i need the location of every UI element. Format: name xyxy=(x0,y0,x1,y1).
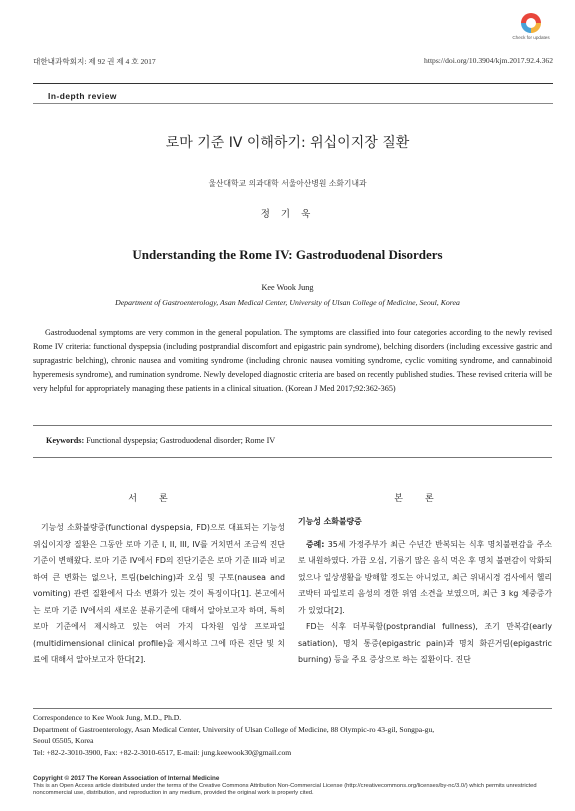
copyright-license: This is an Open Access article distributed under the terms of the Creative Commons Attribution Non-Commercial License (http://creativecommons.org/licenses/by-nc/3.0/) which permits unrestricted noncommercial use, distribution, and reproduction in any medium, provided the original work is properly cited. xyxy=(33,783,537,796)
affiliation-korean: 울산대학교 의과대학 서울아산병원 소화기내과 xyxy=(208,179,367,188)
abstract xyxy=(33,326,552,396)
correspondence-line: Tel: +82-2-3010-3900, Fax: +82-2-3010-6517, E-mail: jung.keewook30@gmail.com xyxy=(33,747,292,757)
section-label: In-depth review xyxy=(48,91,117,101)
keywords-label: Keywords: xyxy=(46,436,85,445)
heading-introduction: 서론 xyxy=(128,494,190,504)
introduction-column xyxy=(33,520,285,669)
section-rule xyxy=(33,103,553,104)
case-text: 35세 가정주부가 최근 수년간 반복되는 식후 명치불편감을 주소로 내원하였다. 가끔 오심, 기름기 많은 음식 먹은 후 명치 불편감이 악화되었으나 일상생활을 방해할 정도는 아니었고, 최근 위내시경 검사에서 헬리코박터 파일로리 음성의 경한 위염 소견을 보였으며, 최근 3 kg 체중증가가 있었다[2]. xyxy=(298,539,552,615)
keywords-rule-bottom xyxy=(33,457,552,458)
title-korean: 로마 기준 IV 이해하기: 위십이지장 질환 xyxy=(165,135,410,151)
copyright-block xyxy=(33,775,552,797)
case-label: 증례: xyxy=(306,539,325,549)
main-body-column xyxy=(298,514,552,669)
copyright-title: Copyright © 2017 The Korean Association of Internal Medicine xyxy=(33,775,220,782)
subheading-functional-dyspepsia: 기능성 소화불량증 xyxy=(298,517,362,526)
affiliation-english: Department of Gastroenterology, Asan Medical Center, University of Ulsan College of Medicine, Seoul, Korea xyxy=(115,298,460,307)
introduction-paragraph: 기능성 소화불량증(functional dyspepsia, FD)으로 대표되는 기능성 위십이지장 질환은 그동안 로마 기준 I, II, III, IV를 거치면서 조금씩 진단기준이 변해왔다. 로마 기준 IV에서 FD의 진단기준은 로마 기준 III과 비교하여 큰 변화는 없으나, 트림(belching)과 오심 및 구토(nausea and vomiting) 관련 질환에서 다소 변화가 있는 것이 특징이다[1]. 본고에서는 로마 기준 IV에서의 새로운 분류기준에 대해서 알아보고자 하며, 특히 로마 기준에서 제시하고 있는 여러 가지 다차원 임상 프로파일(multidimensional clinical profile)을 제시하고 그에 따른 진단 및 치료에 대해서 알아보고자 한다[2]. xyxy=(33,523,285,664)
crossmark-icon xyxy=(521,13,541,33)
badge-label: Check for updates xyxy=(512,35,550,40)
header-rule xyxy=(33,83,553,84)
correspondence-line: Seoul 05505, Korea xyxy=(33,736,94,745)
title-english: Understanding the Rome IV: Gastroduodenal Disorders xyxy=(132,247,443,262)
keywords-rule-top xyxy=(33,425,552,426)
footnote-rule xyxy=(33,708,552,709)
keywords-text: Functional dyspepsia; Gastroduodenal disorder; Rome IV xyxy=(86,436,276,445)
correspondence-block xyxy=(33,712,552,758)
author-english: Kee Wook Jung xyxy=(261,283,314,292)
correspondence-line: Correspondence to Kee Wook Jung, M.D., Ph.D. xyxy=(33,713,182,722)
check-for-updates-badge[interactable] xyxy=(512,13,550,55)
body-paragraph: FD는 식후 더부룩함(postprandial fullness), 조기 만복감(early satiation), 명치 통증(epigastric pain)과 명치 화끈거림(epigastric burning) 등을 주요 증상으로 하는 질환이다. 진단 xyxy=(298,622,552,664)
heading-main-body: 본론 xyxy=(394,494,456,504)
doi-link[interactable]: https://doi.org/10.3904/kjm.2017.92.4.362 xyxy=(424,56,553,65)
keywords xyxy=(46,436,275,445)
abstract-text: Gastroduodenal symptoms are very common in the general population. The symptoms are classified into four categories according to the newly revised Rome IV criteria: functional dyspepsia (including postprandial discomfort and epigastric pain syndrome), belching disorders (including excessive gastric and supragastric belching), chronic nausea and vomiting syndrome (including chronic nausea vomiting syndrome, cyclic vomiting syndrome, and cannabinoid hyperemesis syndrome), and rumination syndrome. Newly developed diagnostic criteria are based on recently published studies. These revised criteria will be very helpful for appropriately managing these patients in a clinical situation. (Korean J Med 2017;92:362-365) xyxy=(33,328,552,393)
journal-citation: 대한내과학회지: 제 92 권 제 4 호 2017 xyxy=(33,57,156,66)
case-paragraph xyxy=(298,537,552,620)
correspondence-line: Department of Gastroenterology, Asan Medical Center, University of Ulsan College of Medicine, 88 Olympic-ro 43-gil, Songpa-gu, xyxy=(33,724,435,734)
author-korean: 정 기 욱 xyxy=(260,209,315,220)
